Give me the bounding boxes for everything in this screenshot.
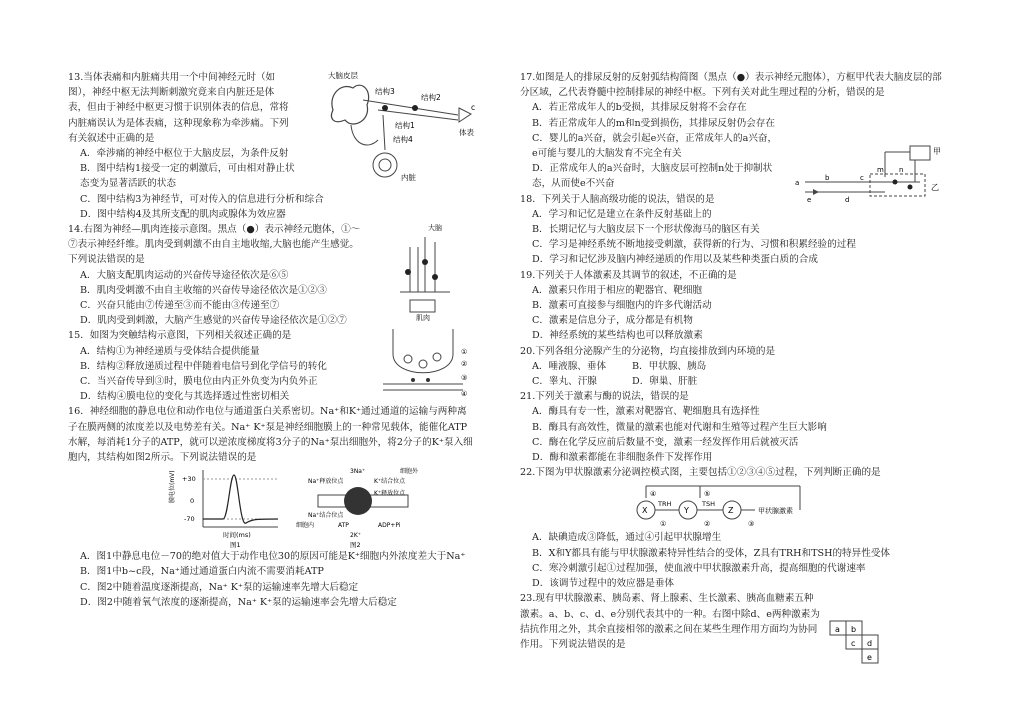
q17-stem: 17.如图是人的排尿反射的反射弧结构简图（黑点（●）表示神经元胞体），方框甲代表大脑皮层的部分区域，乙代表脊髓中控制排尿的神经中枢。下列有关对此生理过程的分析，错误的是 <box>520 72 942 99</box>
svg-text:④: ④ <box>461 390 468 399</box>
q16-fig2-adp: ADP+Pi <box>378 522 401 530</box>
question-20 <box>520 344 945 390</box>
q16-option-a: A．图1中静息电位－70的绝对值大于动作电位30的原因可能是K⁺细胞内外浓度差大于Na⁺ <box>80 551 466 563</box>
q18-option-c: C．学习是神经系统不断地接受刺激，获得新的行为、习惯和积累经验的过程 <box>532 239 856 251</box>
question-21 <box>520 389 945 465</box>
q17-label-b: b <box>825 174 830 182</box>
q14-option-b: B．肌肉受刺激不由自主收缩的兴奋传导途径依次是①②③ <box>80 284 327 296</box>
q14-nerve-muscle-diagram <box>390 222 460 322</box>
q15-option-d: D．结构④膜电位的变化与其选择透过性密切相关 <box>80 391 290 403</box>
q13-label-c: c <box>471 103 476 112</box>
q23-cell-d: d <box>867 639 873 649</box>
q22-figure-area <box>520 480 945 530</box>
q13-label-s2: 结构2 <box>421 93 441 102</box>
q21-stem: 21.下列关于激素与酶的说法，错误的是 <box>520 391 689 403</box>
question-14 <box>68 222 476 328</box>
left-column <box>68 70 476 610</box>
q16-option-b: B．图1中b~c段，Na⁺通过通道蛋白内流不需要消耗ATP <box>80 566 324 578</box>
q16-fig2-k2: 2K⁺ <box>350 532 361 540</box>
q14-option-d: D．肌肉受到刺激，大脑产生感觉的兴奋传导途径依次是①②⑦ <box>80 315 347 327</box>
q21-option-d: D．酶和激素都能在非细胞条件下发挥作用 <box>532 452 713 464</box>
q13-label-cortex: 大脑皮层 <box>328 71 358 80</box>
q17-label-n: n <box>899 166 904 174</box>
q16-fig1-xlabel: 时间(ms) <box>223 531 251 540</box>
q22-node-y: Y <box>684 506 689 516</box>
q22-option-b: B．X和Y都具有能与甲状腺激素特异性结合的受体，Z具有TRH和TSH的特异性受体 <box>532 547 891 559</box>
q14-stem: 14.右图为神经—肌肉连接示意图。黑点（●）表示神经元胞体，①～⑦表示神经纤维。肌肉受到刺激不由自主地收缩,大脑也能产生感觉。下列说法错误的是 <box>68 224 361 266</box>
q22-option-c: C．寒冷刺激引起①过程加强，使血液中甲状腺激素升高，提高细胞的代谢速率 <box>532 562 866 574</box>
question-19 <box>520 268 945 344</box>
q21-option-b: B．酶具有高效性，微量的激素也能对代谢和生殖等过程产生巨大影响 <box>532 421 827 433</box>
q17-label-jia: 甲 <box>933 147 941 156</box>
q22-label-c2: ② <box>704 520 711 529</box>
q16-fig1-ylabel: 膜电位(mV) <box>169 470 176 504</box>
q13-label-body: 体表 <box>459 128 474 137</box>
q13-option-a: A．牵涉痛的神经中枢位于大脑皮层，为条件反射 <box>80 148 289 160</box>
q14-label-muscle: 肌肉 <box>416 314 430 323</box>
q22-label-c3: ③ <box>748 520 755 529</box>
q22-option-d: D．该调节过程中的效应器是垂体 <box>532 578 675 590</box>
q14-option-a: A．大脑支配肌肉运动的兴奋传导途径依次是⑥⑤ <box>80 269 289 281</box>
q19-option-a: A．激素只作用于相应的靶器官、靶细胞 <box>532 284 703 296</box>
q13-option-d: D．图中结构4及其所支配的肌肉或腺体为效应器 <box>80 208 286 220</box>
q16-fig2-ksite: K⁺结合位点 <box>374 478 406 486</box>
q16-fig1-tick-70: -70 <box>184 515 195 524</box>
question-22 <box>520 465 945 591</box>
q18-option-d: D．学习和记忆涉及脑内神经递质的作用以及某些种类蛋白质的合成 <box>532 254 818 266</box>
q17-option-c: C．婴儿的a兴奋，就会引起e兴奋，正常成年人的a兴奋，e可能与婴儿的大脑发育不完全有关 <box>532 132 778 160</box>
q16-fig2-nasite: Na⁺结合位点 <box>308 512 344 520</box>
q19-option-d: D．神经系统的某些结构也可以释放激素 <box>532 330 703 342</box>
q22-stem: 22.下图为甲状腺激素分泌调控模式图，主要包括①②③④⑤过程，下列判断正确的是 <box>520 467 881 479</box>
q17-label-c: c <box>860 174 864 182</box>
q17-label-a: a <box>795 179 800 187</box>
q16-fig2-caption: 图2 <box>350 541 361 550</box>
q17-label-e: e <box>807 196 812 204</box>
q13-stem: 13.当体表痛和内脏痛共用一个中间神经元时（如图），神经中枢无法判断刺激究竟来自内脏还是体表，但由于神经中枢更习惯于识别体表的信息，常将内脏痛误认为是体表痛，这种现象称为牵涉痛。下列有关叙述中正确的是 <box>68 72 289 144</box>
q22-node-z: Z <box>728 506 734 516</box>
q21-option-c: C．酶在化学反应前后数量不变，激素一经发挥作用后就被灭活 <box>532 436 799 448</box>
q17-option-d: D．正常成年人的a兴奋时，大脑皮层可控制n处于抑制状态，从而使e不兴奋 <box>532 163 773 190</box>
question-15 <box>68 328 476 404</box>
q15-synapse-diagram <box>373 324 473 399</box>
right-column <box>520 70 945 663</box>
q16-fig2-atp: ATP <box>338 522 349 530</box>
q22-label-tsh: TSH <box>702 500 715 509</box>
q22-label-trh: TRH <box>658 500 672 509</box>
q13-pain-diagram <box>323 70 483 185</box>
q22-label-c1: ① <box>660 520 667 529</box>
question-13 <box>68 70 476 222</box>
q17-label-d: d <box>845 196 850 204</box>
q20-options-row-1 <box>520 359 945 374</box>
q13-option-b: B．图中结构1接受一定的刺激后，可由相对静止状态变为显著活跃的状态 <box>80 163 295 190</box>
q23-cell-c: c <box>851 639 856 649</box>
q17-label-m: m <box>877 166 884 174</box>
q13-label-viscera: 内脏 <box>401 173 416 182</box>
q16-stem: 16．神经细胞的静息电位和动作电位与通道蛋白关系密切。Na⁺和K⁺通过通道的运输与两种离子在膜两侧的浓度差以及电势差有关。Na⁺ K⁺泵是神经细胞膜上的一种常见载体，能催化ATP水解，每消耗1分子的ATP，就可以逆浓度梯度将3分子的Na⁺泵出细胞外，将2分子的K⁺泵入细胞内，其结构如图2所示。下列说法错误的是 <box>68 406 473 464</box>
q22-label-c4: ④ <box>650 490 657 499</box>
q23-cell-a: a <box>835 625 840 635</box>
svg-text:②: ② <box>461 360 468 369</box>
q23-cell-e: e <box>867 653 872 663</box>
q15-stem: 15．如图为突触结构示意图，下列相关叙述正确的是 <box>68 330 292 342</box>
q20-option-c: C．睾丸、汗腺 <box>532 376 597 388</box>
q13-label-s4: 结构4 <box>393 135 413 144</box>
q16-fig1-tick-0: 0 <box>190 497 195 506</box>
q17-option-a: A．若正常成年人的b受损，其排尿反射将不会存在 <box>532 102 747 114</box>
q20-stem: 20.下列各组分泌腺产生的分泌物，均直接排放到内环境的是 <box>520 345 776 357</box>
question-18 <box>520 192 945 268</box>
q23-stem: 23.现有甲状腺激素、胰岛素、肾上腺素、生长激素、胰高血糖素五种激素。a、b、c、d、e分别代表其中的一种。右图中除d、e两种激素为拮抗作用之外，其余直接相邻的激素之间在某些生理作用方面均为协同作用。下列说法错误的是 <box>520 593 820 650</box>
q19-option-c: C．激素是信息分子，成分都是有机物 <box>532 315 693 327</box>
q18-option-a: A．学习和记忆是建立在条件反射基础上的 <box>532 208 712 220</box>
q20-option-a: A．唾液腺、垂体 <box>532 360 607 372</box>
q16-option-d: D．图2中随着氧气浓度的逐渐提高，Na⁺ K⁺泵的运输速率会先增大后稳定 <box>80 596 397 608</box>
q15-option-b: B．结构②释放递质过程中伴随着电信号到化学信号的转化 <box>80 360 327 372</box>
q16-option-c: C．图2中随着温度逐渐提高，Na⁺ K⁺泵的运输速率先增大后稳定 <box>80 581 359 593</box>
q22-option-a: A．缺碘造成③降低，通过④引起甲状腺增生 <box>532 532 722 544</box>
q19-stem: 19.下列关于人体激素及其调节的叙述，不正确的是 <box>520 269 737 281</box>
q16-fig2-narel: Na⁺释放位点 <box>308 478 344 486</box>
q21-option-a: A．酶具有专一性，激素对靶器官、靶细胞具有选择性 <box>532 406 760 418</box>
q15-option-a: A．结构①为神经递质与受体结合提供能量 <box>80 345 260 357</box>
q16-fig1-tick-30: +30 <box>182 475 196 484</box>
q15-option-c: C．当兴奋传导到③时，膜电位由内正外负变为内负外正 <box>80 376 318 388</box>
q16-figure-pair <box>168 465 433 549</box>
q16-fig2-na3: 3Na⁺ <box>350 468 366 476</box>
q20-options-row-2 <box>520 374 945 389</box>
q13-option-c: C．图中结构3为神经节，可对传入的信息进行分析和综合 <box>80 193 324 205</box>
q22-thyroid-regulation-diagram <box>630 480 830 530</box>
q13-label-s3: 结构3 <box>375 87 395 96</box>
q22-node-x: X <box>642 506 648 516</box>
q20-option-d: D．卵巢、肝脏 <box>632 376 698 388</box>
q22-label-th: 甲状腺激素 <box>758 507 793 516</box>
q18-option-b: B．长期记忆与大脑皮层下一个形状像海马的脑区有关 <box>532 224 760 236</box>
q14-option-c: C．兴奋只能由⑦传递至③而不能由③传递至⑦ <box>80 300 280 312</box>
q23-cell-b: b <box>851 625 857 635</box>
q23-hormone-grid <box>825 617 905 667</box>
svg-text:③: ③ <box>461 374 468 383</box>
q16-fig2-in: 细胞内 <box>296 522 315 530</box>
q16-figures <box>68 465 476 549</box>
q22-label-c5: ⑤ <box>704 490 711 499</box>
q14-label-brain: 大脑 <box>428 224 442 233</box>
q16-fig2-out: 细胞外 <box>400 468 419 476</box>
svg-text:①: ① <box>461 348 468 357</box>
q17-option-b: B．若正常成年人的m和n受到损伤，其排尿反射仍会存在 <box>532 117 775 129</box>
q16-fig1-caption: 图1 <box>230 541 241 550</box>
q17-label-yi: 乙 <box>931 183 939 192</box>
question-16 <box>68 404 476 610</box>
q18-stem: 18．下列关于人脑高级功能的说法，错误的是 <box>520 193 715 205</box>
q20-option-b: B．甲状腺、胰岛 <box>632 360 707 372</box>
question-23 <box>520 591 945 663</box>
q19-option-b: B．激素可直接参与细胞内的许多代谢活动 <box>532 300 712 312</box>
q13-label-s1: 结构1 <box>395 121 415 130</box>
q16-fig2-krel: K⁺释放位点 <box>374 490 406 498</box>
